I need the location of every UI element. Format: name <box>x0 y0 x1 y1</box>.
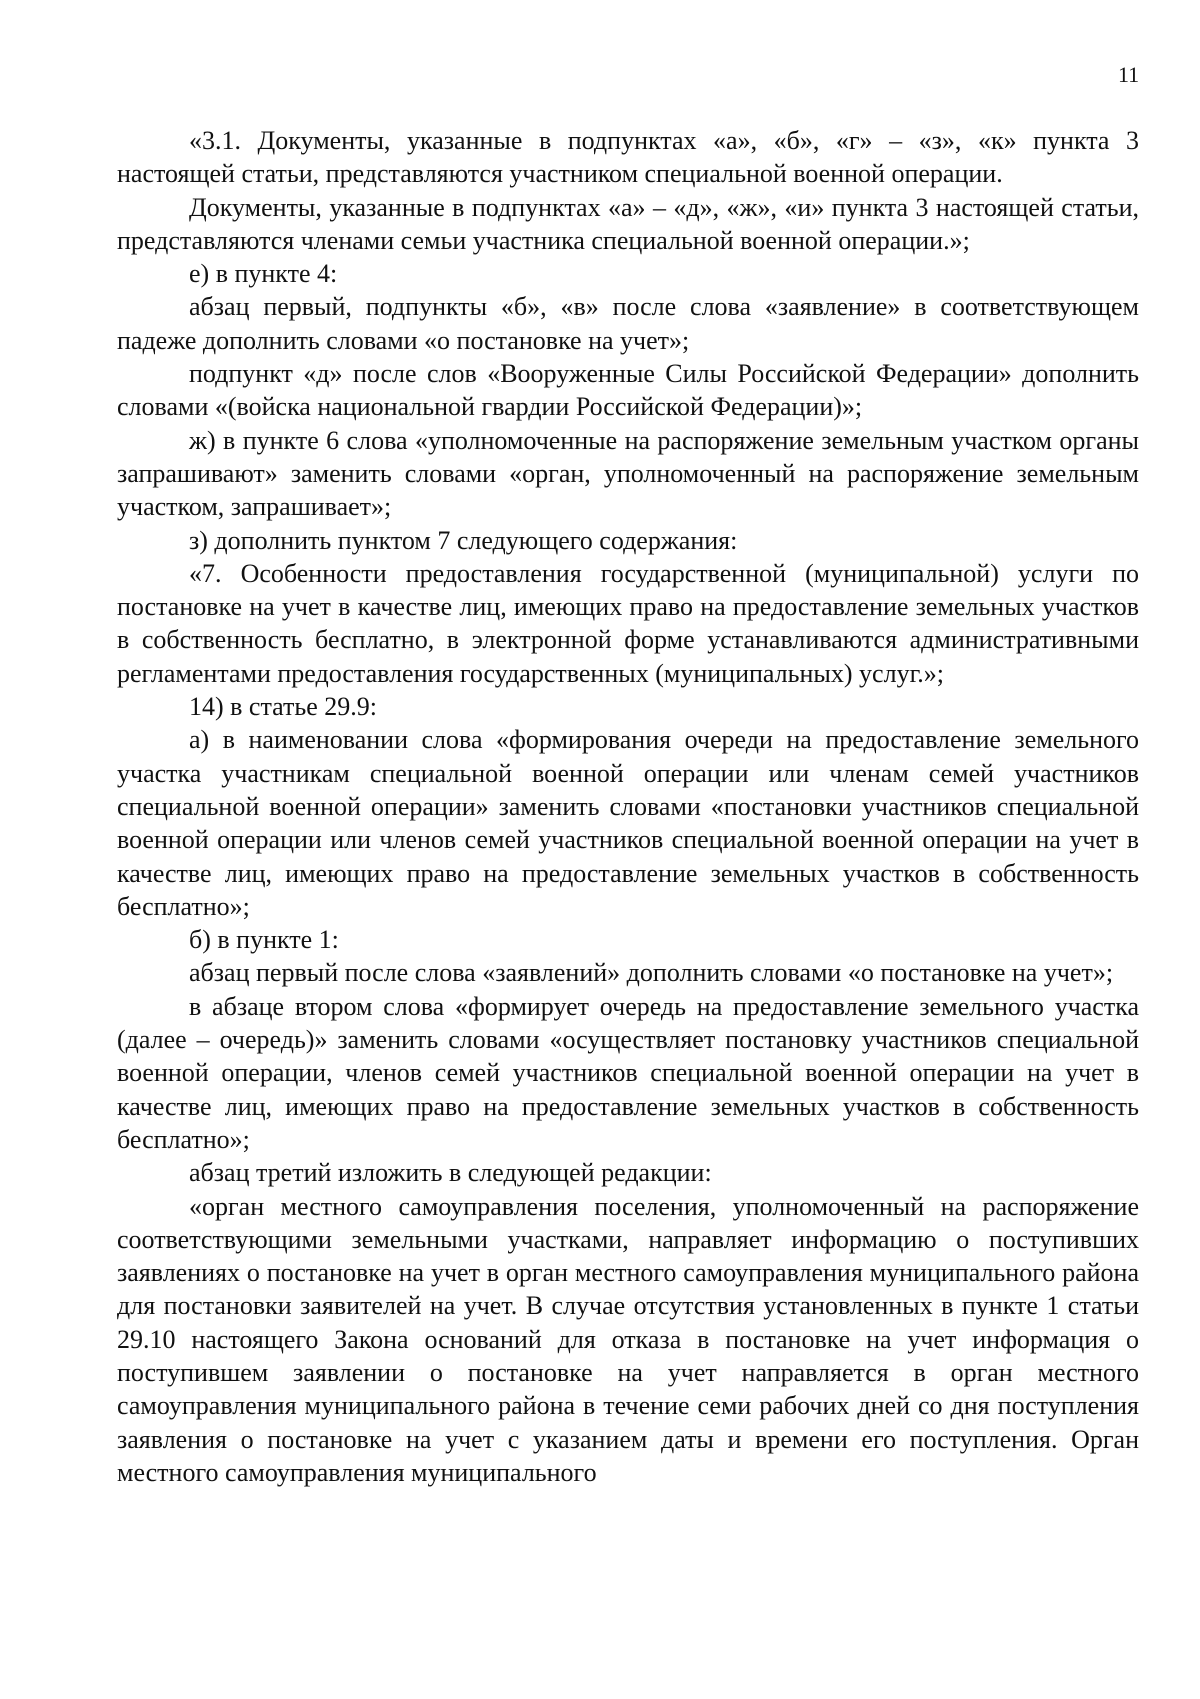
paragraph: «орган местного самоуправления поселения, уполномоченный на распоряжение соответствующими земельными участками, направляет информацию о поступивших заявлениях о постановке на учет в орган местного самоуправления муниципального района для постановки заявителей на учет. В случае отсутствия установленных в пункте 1 статьи 29.10 настоящего Закона оснований для отказа в постановке на учет информация о поступившем заявлении о постановке на учет направляется в орган местного самоуправления муниципального района в течение семи рабочих дней со дня поступления заявления о постановке на учет с указанием даты и времени его поступления. Орган местного самоуправления муниципального <box>117 1191 1139 1487</box>
paragraph: з) дополнить пунктом 7 следующего содержания: <box>189 525 738 555</box>
page-number: 11 <box>1118 62 1140 87</box>
paragraph: абзац третий изложить в следующей редакции: <box>189 1158 712 1188</box>
paragraph: «7. Особенности предоставления государственной (муниципальной) услуги по постановке на учет в качестве лиц, имеющих право на предоставление земельных участков в собственность бесплатно, в электронной форме устанавливаются административными регламентами предоставления государственных (муниципальных) услуг.»; <box>117 558 1139 688</box>
paragraph: в абзаце втором слова «формирует очередь на предоставление земельного участка (далее – очередь)» заменить словами «осуществляет постановку участников специальной военной операции, членов семей участников специальной военной операции на учет в качестве лиц, имеющих право на предоставление земельных участков в собственность бесплатно»; <box>117 991 1139 1154</box>
paragraph: б) в пункте 1: <box>189 925 339 955</box>
paragraph: абзац первый после слова «заявлений» дополнить словами «о постановке на учет»; <box>189 958 1114 988</box>
paragraph: подпункт «д» после слов «Вооруженные Силы Российской Федерации» дополнить словами «(войска национальной гвардии Российской Федерации)»; <box>117 359 1139 422</box>
paragraph: е) в пункте 4: <box>189 259 338 289</box>
paragraph: 14) в статье 29.9: <box>189 692 378 722</box>
paragraph: абзац первый, подпункты «б», «в» после слова «заявление» в соответствующем падеже дополнить словами «о постановке на учет»; <box>117 292 1139 355</box>
paragraph: «3.1. Документы, указанные в подпунктах «а», «б», «г» – «з», «к» пункта 3 настоящей статьи, представляются участником специальной военной операции. <box>117 126 1139 189</box>
paragraph: Документы, указанные в подпунктах «а» – «д», «ж», «и» пункта 3 настоящей статьи, представляются членами семьи участника специальной военной операции.»; <box>117 192 1139 255</box>
document-body <box>117 124 1139 1489</box>
paragraph: ж) в пункте 6 слова «уполномоченные на распоряжение земельным участком органы запрашивают» заменить словами «орган, уполномоченный на распоряжение земельным участком, запрашивает»; <box>117 425 1139 522</box>
paragraph: а) в наименовании слова «формирования очереди на предоставление земельного участка участникам специальной военной операции или членам семей участников специальной военной операции» заменить словами «постановки участников специальной военной операции или членов семей участников специальной военной операции на учет в качестве лиц, имеющих право на предоставление земельных участков в собственность бесплатно»; <box>117 725 1139 921</box>
